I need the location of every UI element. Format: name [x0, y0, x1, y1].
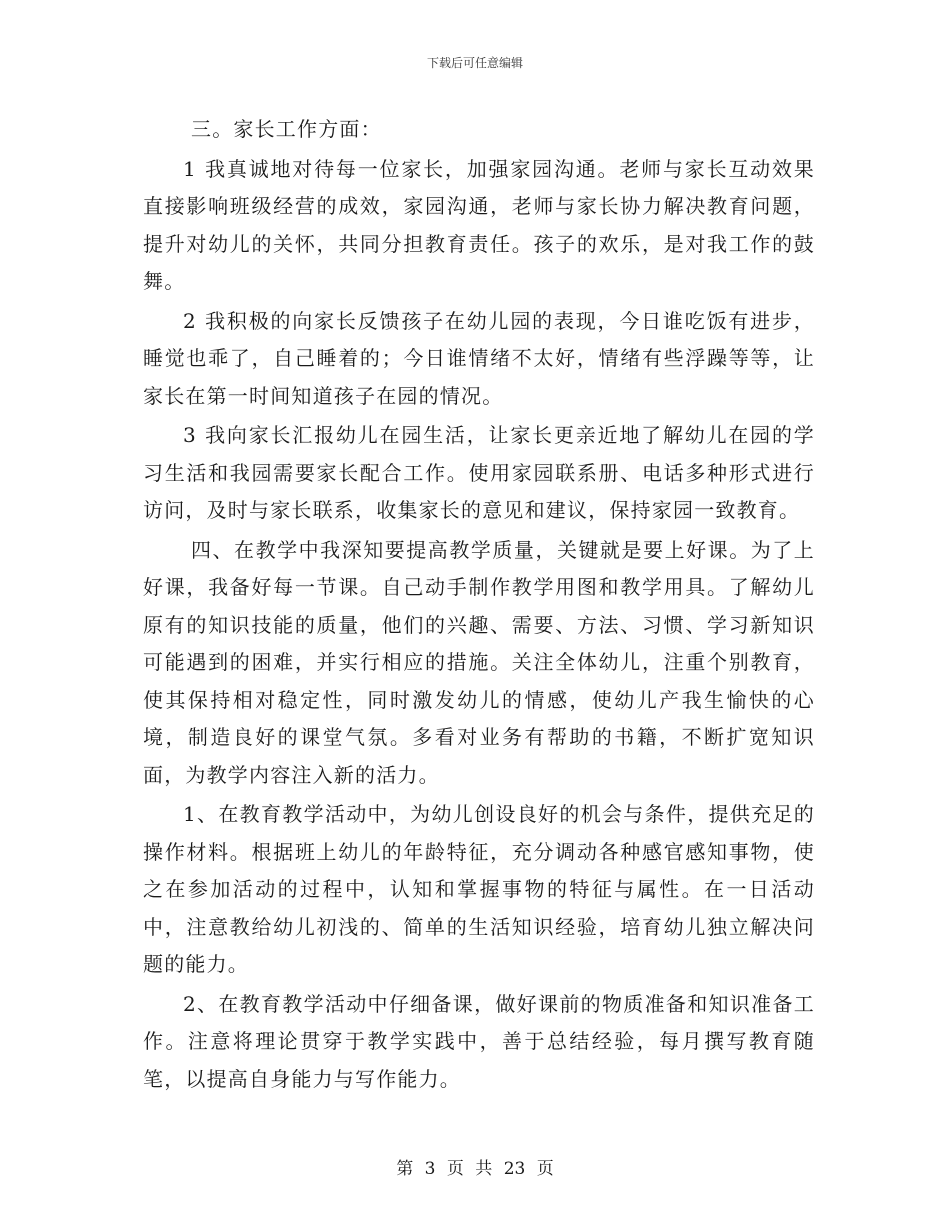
paragraph-teaching-2: 2、在教育教学活动中仔细备课，做好课前的物质准备和知识准备工作。注意将理论贯穿于教学实践中，善于总结经验，每月撰写教育随笔，以提高自身能力与写作能力。: [143, 991, 815, 1091]
document-body: [143, 111, 815, 1100]
page-header-note: 下载后可任意编辑: [426, 56, 523, 70]
section-heading-parent-work: 三。家长工作方面：: [191, 117, 382, 141]
section-teaching: 四、在教学中我深知要提高教学质量，关键就是要上好课。为了上好课，我备好每一节课。自己动手制作教学用图和教学用具。了解幼儿原有的知识技能的质量，他们的兴趣、需要、方法、习惯、学习新知识可能遇到的困难，并实行相应的措施。关注全体幼儿，注重个别教育，使其保持相对稳定性，同时激发幼儿的情感，使幼儿产我生愉快的心境，制造良好的课堂气氛。多看对业务有帮助的书籍，不断扩宽知识面，为教学内容注入新的活力。: [143, 537, 815, 787]
page-number: 第 3 页 共 23 页: [396, 1159, 554, 1179]
paragraph-2: 2 我积极的向家长反馈孩子在幼儿园的表现，今日谁吃饭有进步，睡觉也乖了，自己睡着的；今日谁情绪不太好，情绪有些浮躁等等，让家长在第一时间知道孩子在园的情况。: [143, 308, 815, 408]
paragraph-teaching-1: 1、在教育教学活动中，为幼儿创设良好的机会与条件，提供充足的操作材料。根据班上幼儿的年龄特征，充分调动各种感官感知事物，使之在参加活动的过程中，认知和掌握事物的特征与属性。在一日活动中，注意教给幼儿初浅的、简单的生活知识经验，培育幼儿独立解决问题的能力。: [143, 802, 815, 976]
paragraph-3: 3 我向家长汇报幼儿在园生活，让家长更亲近地了解幼儿在园的学习生活和我园需要家长配合工作。使用家园联系册、电话多种形式进行访问，及时与家长联系，收集家长的意见和建议，保持家园一致教育。: [143, 423, 815, 522]
paragraph-1: 1 我真诚地对待每一位家长，加强家园沟通。老师与家长互动效果直接影响班级经营的成效，家园沟通，老师与家长协力解决教育问题，提升对幼儿的关怀，共同分担教育责任。孩子的欢乐，是对我工作的鼓舞。: [143, 156, 815, 293]
